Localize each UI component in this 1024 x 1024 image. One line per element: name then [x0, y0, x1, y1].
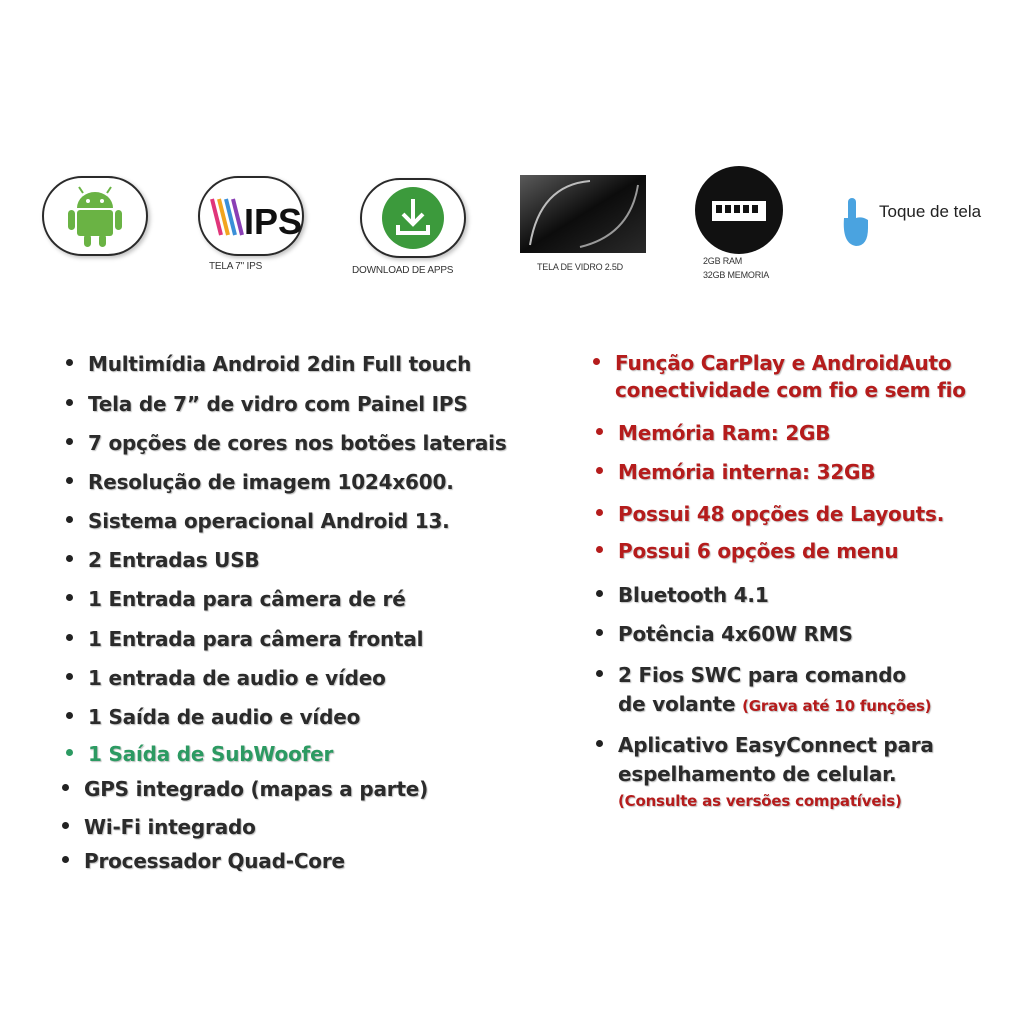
spec-item: GPS integrado (mapas a parte) — [84, 777, 428, 801]
spec-item: 2 Entradas USB — [88, 548, 259, 572]
spec-item: Wi-Fi integrado — [84, 815, 256, 839]
spec-item: 7 opções de cores nos botões laterais — [88, 431, 507, 455]
touch-hand-icon — [838, 196, 872, 248]
download-badge — [360, 178, 466, 258]
download-caption: DOWNLOAD DE APPS — [352, 265, 454, 276]
ram-caption-1: 2GB RAM — [703, 256, 743, 266]
download-icon — [380, 185, 446, 251]
spec-item-carplay: Função CarPlay e AndroidAuto conectividade com fio e sem fio — [615, 351, 966, 402]
spec-item-menu: Possui 6 opções de menu — [618, 539, 898, 563]
spec-item-subwoofer: 1 Saída de SubWoofer — [88, 742, 333, 766]
spec-item: 1 Saída de audio e vídeo — [88, 705, 360, 729]
spec-item: 1 entrada de audio e vídeo — [88, 666, 386, 690]
spec-item-ram: Memória Ram: 2GB — [618, 421, 830, 445]
spec-item: Processador Quad-Core — [84, 849, 345, 873]
spec-item-layouts: Possui 48 opções de Layouts. — [618, 502, 944, 526]
easyconnect-note: (Consulte as versões compatíveis) — [618, 792, 902, 810]
glass-screen-icon — [520, 175, 646, 253]
android-icon — [65, 184, 125, 248]
spec-item: 1 Entrada para câmera de ré — [88, 587, 406, 611]
ram-caption-2: 32GB MEMORIA — [703, 270, 770, 280]
swc-note: (Grava até 10 funções) — [742, 697, 932, 715]
svg-text:IPS: IPS — [244, 201, 303, 242]
ips-badge — [198, 176, 304, 256]
spec-item: Tela de 7” de vidro com Painel IPS — [88, 392, 468, 416]
ram-icon — [694, 165, 784, 255]
touch-label: Toque de tela — [879, 202, 982, 221]
spec-item-power: Potência 4x60W RMS — [618, 622, 853, 646]
spec-item: Sistema operacional Android 13. — [88, 509, 450, 533]
android-badge — [42, 176, 148, 256]
spec-item-internal: Memória interna: 32GB — [618, 460, 875, 484]
ips-caption: TELA 7" IPS — [209, 261, 263, 272]
spec-item: Multimídia Android 2din Full touch — [88, 352, 471, 376]
glass-caption: TELA DE VIDRO 2.5D — [537, 262, 623, 272]
spec-item-bluetooth: Bluetooth 4.1 — [618, 583, 769, 607]
spec-item: 1 Entrada para câmera frontal — [88, 627, 423, 651]
spec-item-easyconnect: Aplicativo EasyConnect para espelhamento de celular. (Consulte as versões compatíveis) — [618, 733, 934, 810]
spec-item-swc: 2 Fios SWC para comando de volante (Grava até 10 funções) — [618, 663, 931, 716]
ips-icon — [206, 191, 303, 242]
spec-item: Resolução de imagem 1024x600. — [88, 470, 454, 494]
